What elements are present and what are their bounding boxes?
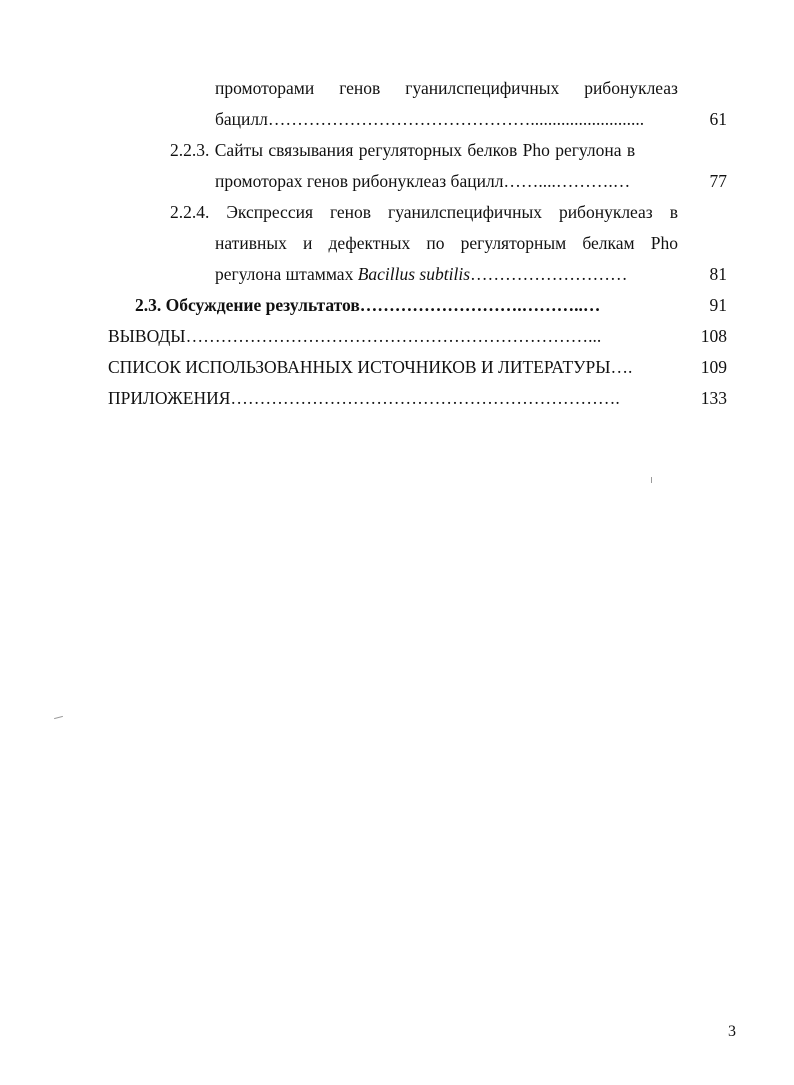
species-name: Bacillus subtilis [357,264,471,284]
toc-entry-line: 2.2.3. Сайты связывания регуляторных белков Pho регулона в [170,140,636,160]
scan-speck [54,716,63,719]
toc-word: промоторами [215,78,315,98]
scan-speck [651,477,652,483]
toc-page-number: 77 [709,171,727,191]
toc-word: гуанилспецифичных [388,202,542,222]
toc-word: Экспрессия [226,202,313,222]
toc-text: регулона штаммах [215,264,358,284]
toc-word: нативных [215,233,287,253]
toc-entry-line: промоторах генов рибонуклеаз бацилл……....……….… [215,171,631,191]
toc-entry-line [215,263,628,285]
toc-page-number: 108 [700,326,727,346]
toc-entry-line-justified [170,201,678,223]
toc-entry-line-justified [215,77,678,99]
toc-word: по [426,233,445,253]
toc-page-number: 109 [700,357,727,377]
toc-word: белкам [582,233,635,253]
toc-chapter-heading: СПИСОК ИСПОЛЬЗОВАННЫХ ИСТОЧНИКОВ И ЛИТЕРАТУРЫ…. [108,357,633,377]
toc-word: регуляторным [460,233,567,253]
toc-word: рибонуклеаз [558,202,653,222]
toc-section-heading: 2.3. Обсуждение результатов……………………….………..… [135,295,601,315]
page-number: 3 [728,1023,736,1040]
toc-chapter-heading: ПРИЛОЖЕНИЯ…………………………………………………………. [108,388,620,408]
toc-word: 2.2.4. [170,202,210,222]
toc-chapter-heading: ВЫВОДЫ……………………………………………………………... [108,326,602,346]
toc-page-number: 91 [709,295,727,315]
toc-word: и [302,233,313,253]
toc-page-number: 81 [709,264,727,284]
toc-word: Pho [650,233,678,253]
toc-page-number: 61 [709,109,727,129]
toc-word: рибонуклеаз [584,78,678,98]
toc-entry-line: бацилл……………………………………….......................... [215,109,645,129]
toc-page-number: 133 [700,388,727,408]
toc-word: генов [339,78,381,98]
toc-word: дефектных [328,233,411,253]
toc-leader: ……………………… [470,264,628,284]
toc-entry-line-justified [215,232,678,254]
toc-word: в [669,202,678,222]
toc-word: генов [329,202,372,222]
toc-word: гуанилспецифичных [405,78,560,98]
